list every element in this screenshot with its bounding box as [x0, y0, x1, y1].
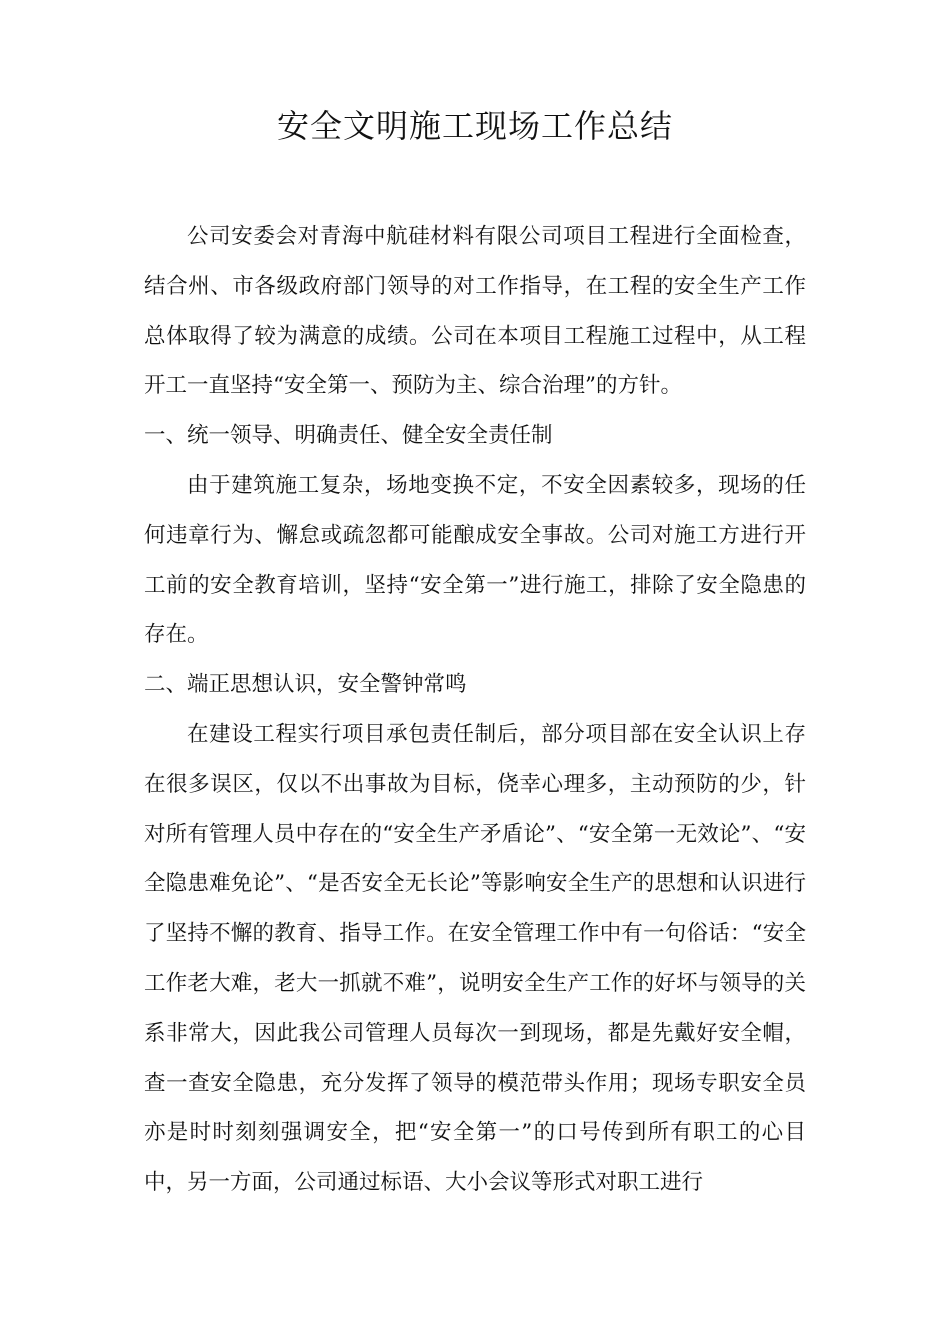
section-heading: 一、统一领导、明确责任、健全安全责任制 [144, 423, 553, 449]
body-paragraph: 由于建筑施工复杂，场地变换不定，不安全因素较多，现场的任何违章行为、懈怠或疏忽都可能酿成安全事故。公司对施工方进行开工前的安全教育培训，坚持“安全第一”进行施工，排除了安全隐患的存在。 [144, 472, 806, 648]
body-paragraph: 在建设工程实行项目承包责任制后，部分项目部在安全认识上存在很多误区，仅以不出事故为目标，侥幸心理多，主动预防的少，针对所有管理人员中存在的“安全生产矛盾论”、“安全第一无效论”、“安全隐患难免论”、“是否安全无长论”等影响安全生产的思想和认识进行了坚持不懈的教育、指导工作。在安全管理工作中有一句俗话：“安全工作老大难，老大一抓就不难”，说明安全生产工作的好坏与领导的关系非常大，因此我公司管理人员每次一到现场，都是先戴好安全帽，查一查安全隐患，充分发挥了领导的模范带头作用；现场专职安全员亦是时时刻刻强调安全，把“安全第一”的口号传到所有职工的心目中，另一方面，公司通过标语、大小会议等形式对职工进行 [144, 721, 806, 1196]
section-heading: 二、端正思想认识，安全警钟常鸣 [144, 672, 467, 698]
document-body [144, 212, 806, 1208]
body-paragraph: 公司安委会对青海中航硅材料有限公司项目工程进行全面检查，结合州、市各级政府部门领导的对工作指导，在工程的安全生产工作总体取得了较为满意的成绩。公司在本项目工程施工过程中，从工程开工一直坚持“安全第一、预防为主、综合治理”的方针。 [144, 224, 806, 399]
document-title: 安全文明施工现场工作总结 [276, 107, 673, 145]
